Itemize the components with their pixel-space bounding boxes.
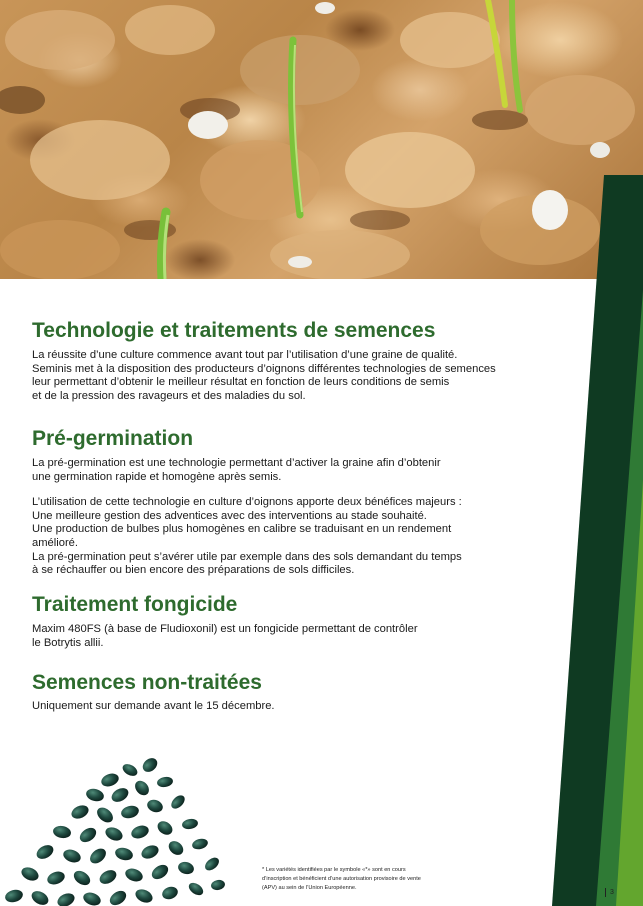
- body-line: à se réchauffer ou bien encore des préparations de sols difficiles.: [32, 564, 355, 577]
- section-body: [32, 349, 496, 403]
- section-title: Traitement fongicide: [32, 593, 238, 616]
- section-fungicide: [32, 592, 418, 650]
- footnote-line: * Les variétés identifiées par le symbole «*» sont en cours: [262, 867, 406, 873]
- body-line: amélioré.: [32, 536, 79, 549]
- body-line: Une production de bulbes plus homogènes en calibre se traduisant en un rendement: [32, 523, 452, 536]
- footnote: [262, 866, 462, 894]
- footnote-line: d’inscription et bénéficient d’une autorisation provisoire de vente: [262, 876, 421, 883]
- section-untreated-seeds: [32, 670, 275, 714]
- body-line: Une meilleure gestion des adventices avec des interventions au stade souhaité.: [32, 509, 427, 522]
- section-title: Semences non-traitées: [32, 671, 262, 694]
- body-line: leur permettant d’obtenir le meilleur résultat en fonction de leurs conditions de semis: [32, 376, 450, 389]
- body-line: Maxim 480FS (à base de Fludioxonil) est un fongicide permettant de contrôler: [32, 623, 418, 635]
- body-line: une germination rapide et homogène après semis.: [32, 470, 282, 483]
- section-pregermination: [32, 426, 462, 578]
- body-line: La pré-germination peut s’avérer utile par exemple dans des sols demandant du temps: [32, 550, 462, 563]
- section-body: [32, 457, 462, 484]
- section-title: Pré-germination: [32, 427, 194, 450]
- body-line: Seminis met à la disposition des producteurs d’oignons différentes technologies de semences: [32, 362, 496, 375]
- section-seed-technology: [32, 318, 496, 403]
- section-body: [32, 700, 275, 714]
- page-number: 3: [605, 888, 614, 897]
- coated-seeds-image: [0, 740, 240, 906]
- section-body: [32, 623, 418, 650]
- body-line: et de la pression des ravageurs et des maladies du sol.: [32, 389, 306, 402]
- footnote-line: (APV) au sein de l’Union Européenne.: [262, 885, 357, 892]
- body-line: La pré-germination est une technologie permettant d’activer la graine afin d’obtenir: [32, 457, 441, 469]
- body-line: La réussite d’une culture commence avant tout par l’utilisation d’une graine de qualité.: [32, 349, 458, 361]
- body-line: le Botrytis allii.: [32, 636, 104, 649]
- section-title: Technologie et traitements de semences: [32, 319, 436, 342]
- body-line: Uniquement sur demande avant le 15 décembre.: [32, 700, 275, 712]
- section-body: [32, 496, 462, 578]
- body-line: L’utilisation de cette technologie en culture d’oignons apporte deux bénéfices majeurs :: [32, 496, 462, 509]
